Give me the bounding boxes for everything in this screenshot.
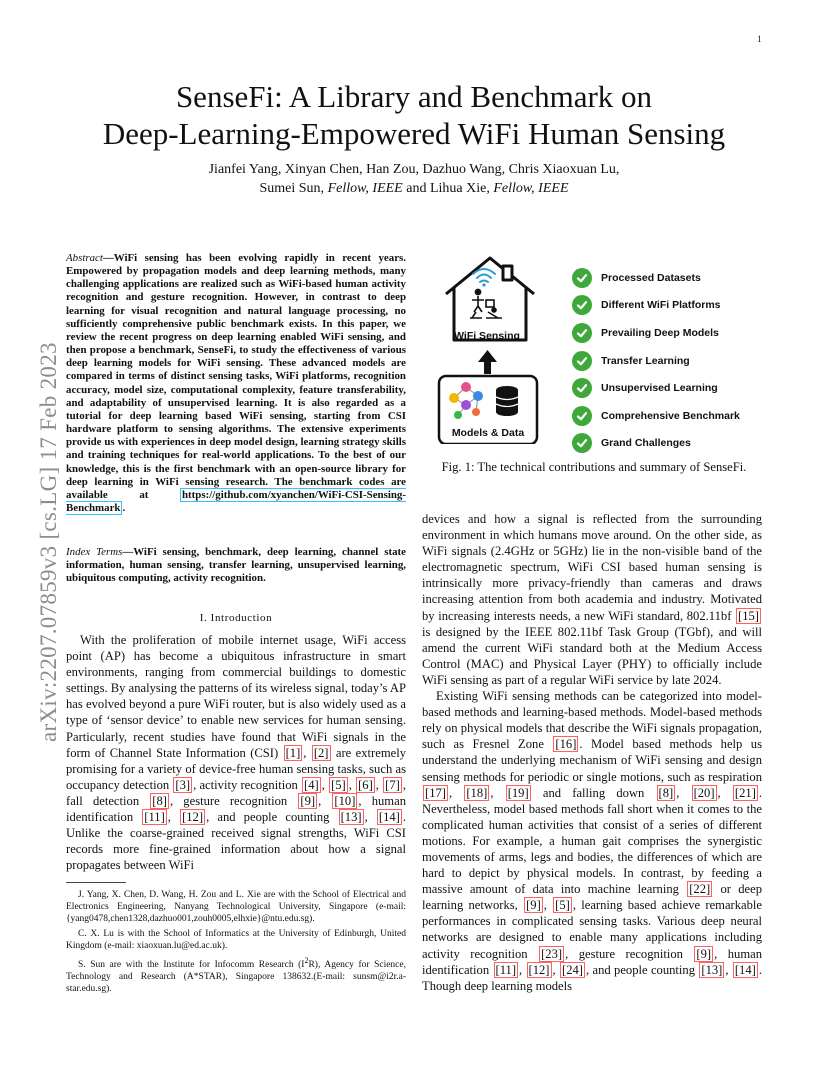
contribution-item [572, 264, 740, 292]
text-span: , [318, 793, 332, 808]
models-data-label: Models & Data [451, 427, 525, 439]
title-line-2: Deep-Learning-Empowered WiFi Human Sensing [102, 116, 726, 151]
text-span: are extremely promising for a variety of device-free human sensing tasks, such as occupancy detection [66, 745, 406, 792]
check-icon [572, 351, 592, 371]
contribution-label: Transfer Learning [601, 354, 690, 367]
citation-link[interactable]: [18] [466, 785, 488, 800]
text-span: , [375, 777, 383, 792]
abstract-text: —WiFi sensing has been evolving rapidly in recent years. Empowered by propagation models and deep learning methods, many challenging applications are realized such as WiFi-based human activity recognition and gesture recognition. However, in contrast to deep learning for visual recognition and natural language processing, no sufficiently comprehensive public benchmark exists. In this paper, we review the recent progress on deep learning enabled WiFi sensing, and then propose a benchmark, SenseFi, to study the effectiveness of various deep learning models for WiFi sensing. These advanced models are compared in terms of distinct sensing tasks, WiFi platforms, recognition accuracy, model size, computational complexity, feature transferability, and adaptability of unsupervised learning. It is also regarded as a tutorial for deep learning based WiFi sensing, starting from CSI hardware platform to sensing algorithms. The extensive experiments provide us with experiences in deep model design, learning strategy skills and training techniques for real-world applications. To the best of our knowledge, this is the first benchmark with an open-source library for deep learning in WiFi sensing research. The benchmark codes are available at [66, 252, 406, 501]
author-names-b: and Lihua Xie, [402, 181, 494, 196]
citation-link[interactable]: [21] [734, 785, 756, 800]
text-span: . Model based methods help us understand the underlying mechanism of WiFi sensing and design sensing methods for periodic or single motions, such as respiration [422, 737, 762, 784]
contribution-label: Processed Datasets [601, 271, 701, 284]
text-span: , [717, 785, 732, 800]
figure-1 [432, 252, 762, 452]
citation-link[interactable]: [12] [182, 810, 204, 825]
superscript: 2 [304, 956, 309, 965]
paper-title [60, 78, 768, 152]
check-icon [572, 268, 592, 288]
contribution-item [572, 319, 740, 347]
citation-link[interactable]: [23] [541, 946, 563, 961]
citation-link[interactable]: [10] [334, 793, 356, 808]
intro-paragraph-continued [422, 511, 762, 688]
text-span: , [543, 898, 553, 913]
contribution-label: Comprehensive Benchmark [601, 409, 740, 422]
index-terms-label: Index Terms [66, 546, 123, 558]
text-span: Existing WiFi sensing methods can be categorized into model-based methods and learning-based methods. Model-based methods rely on physical models that describe the WiFi signals propagation, such as Fresnel Zone [422, 689, 762, 752]
citation-link[interactable]: [15] [738, 608, 759, 623]
citation-link[interactable]: [8] [152, 793, 167, 808]
benchmark-code-link[interactable]: https://github.com/xyanchen/WiFi-CSI-Sensing-Benchmark [66, 488, 406, 514]
citation-link[interactable]: [1] [285, 745, 301, 760]
text-span: , fall detection [66, 777, 406, 808]
text-span: , gesture recognition [169, 793, 298, 808]
text-span: . Nevertheless, model based methods fall short when it comes to the complicated human activities that consist of a series of different motions. For example, a human gait comprises the synergistic movements of arms, legs and bodies, the differences of which are hard to depict by physical models. In contrast, by feeding a massive amount of data into machine learning [422, 785, 763, 897]
citation-link[interactable]: [14] [734, 962, 756, 977]
contribution-label: Unsupervised Learning [601, 382, 718, 395]
up-arrow-icon [478, 350, 497, 374]
arxiv-stamp[interactable]: arXiv:2207.07859v3 [cs.LG] 17 Feb 2023 [36, 342, 61, 742]
citation-link[interactable]: [9] [300, 793, 316, 808]
check-icon [572, 406, 592, 426]
intro-paragraph-1 [66, 632, 406, 873]
page-number: 1 [757, 34, 762, 44]
text-span: , [321, 777, 329, 792]
text-span: , [167, 810, 180, 825]
abstract-end: . [122, 501, 126, 514]
text-span: , human identification [66, 793, 406, 825]
contribution-item [572, 402, 740, 430]
citation-link[interactable]: [17] [425, 785, 446, 800]
text-span: S. Sun are with the Institute for Infocomm Research (I [78, 960, 305, 971]
text-span: , [725, 962, 732, 977]
citation-link[interactable]: [4] [304, 777, 319, 792]
footnote-affiliation-i2r [66, 955, 406, 995]
abstract [66, 252, 406, 515]
contribution-item [572, 374, 740, 402]
text-span: . Though deep learning models [422, 962, 762, 993]
authors-line-1: Jianfei Yang, Xinyan Chen, Han Zou, Dazhuo Wang, Chris Xiaoxuan Lu, [208, 162, 620, 177]
footnote-affiliation-ntu: J. Yang, X. Chen, D. Wang, H. Zou and L. Xie are with the School of Electrical and Electronics Engineering, Nanyang Technological University, Singapore (e-mail: {yang0478,chen1328,dazhuo001,zouh0005,elhxie}@ntu.edu.sg). [66, 890, 406, 924]
wifi-sensing-label: WiFi Sensing [454, 330, 520, 342]
text-span: . Unlike the coarse-grained received signal strengths, WiFi CSI records more fine-grained information about how a signal propagates between WiFi [66, 810, 407, 873]
citation-link[interactable]: [12] [528, 962, 550, 977]
database-icon [496, 386, 518, 416]
citation-link[interactable]: [9] [696, 946, 712, 961]
citation-link[interactable]: [22] [689, 882, 711, 897]
authors-line-2 [120, 179, 708, 198]
text-span: , and people counting [206, 810, 338, 825]
citation-link[interactable]: [16] [555, 737, 577, 752]
citation-link[interactable]: [19] [507, 785, 529, 800]
text-span: , [348, 777, 356, 792]
text-span: , [519, 962, 526, 977]
figure-diagram [432, 252, 562, 444]
author-fellow-b: Fellow, IEEE [493, 181, 569, 196]
citation-link[interactable]: [2] [313, 745, 329, 760]
text-span: , learning based achieve remarkable performances in complicated sensing tasks. Various deep neural networks are designed to enable many applications including activity recognition [422, 898, 763, 961]
check-icon [572, 323, 592, 343]
text-span: R), Agency for Science, Technology and Research (A*STAR), Singapore 138632.(E-mail: sunsm@i2r.a-star.edu.sg). [66, 960, 406, 995]
index-terms [66, 546, 406, 585]
author-names-a: Sumei Sun, [259, 181, 328, 196]
index-terms-text: —WiFi sensing, benchmark, deep learning, channel state information, human sensing, transfer learning, unsupervised learning, ubiquitous computing, activity recognition. [66, 546, 406, 585]
intro-column-1 [66, 632, 406, 873]
contribution-label: Grand Challenges [601, 437, 691, 450]
footnote-separator [66, 882, 126, 883]
text-span: , and people counting [585, 962, 699, 977]
intro-paragraph-2 [422, 688, 762, 994]
text-span: , gesture recognition [565, 946, 694, 961]
citation-link[interactable]: [7] [385, 777, 400, 792]
text-span: , [303, 745, 311, 760]
figure-caption: Fig. 1: The technical contributions and summary of SenseFi. [441, 460, 747, 474]
citation-link[interactable]: [14] [378, 810, 400, 825]
author-list [120, 160, 708, 198]
contribution-label: Prevailing Deep Models [601, 326, 719, 339]
person-icon [470, 289, 502, 318]
contribution-item [572, 430, 740, 458]
citation-link[interactable]: [13] [701, 962, 723, 977]
citation-link[interactable]: [8] [658, 785, 674, 800]
wifi-dot [482, 283, 485, 286]
citation-link[interactable]: [24] [562, 962, 583, 977]
footnotes [66, 889, 406, 998]
citation-link[interactable]: [11] [144, 810, 165, 825]
footnote-affiliation-edinburgh: C. X. Lu is with the School of Informatics at the University of Edinburgh, United Kingdom (e-mail: xiaoxuan.lu@ed.ac.uk). [66, 929, 406, 951]
text-span: With the proliferation of mobile internet usage, WiFi access point (AP) has become a ubiquitous infrastructure in smart environments, ranging from commercial buildings to domestic settings. By analysing the patterns of its wireless signal, today’s AP has evolved beyond a pure WiFi router, but is also widely used as a type of ‘sensor device’ to enable new services for human sensing. Particularly, recent studies have found that WiFi signals in the form of Channel State Information (CSI) [66, 633, 406, 760]
citation-link[interactable]: [5] [331, 777, 346, 792]
citation-link[interactable]: [9] [526, 898, 541, 913]
check-icon [572, 378, 592, 398]
text-span: , [364, 810, 376, 825]
text-span: , human identification [422, 946, 763, 977]
text-span: devices and how a signal is reflected from the surrounding environment in which humans move around. On the other side, as WiFi signals (2.4GHz or 5GHz) lie in the non-visible band of the electromagnetic spectrum, WiFi CSI based human sensing is intrinsically more privacy-friendly than cameras and draws increasing attention from both academia and industry. Motivated by increasing interests needs, a new WiFi standard, 802.11bf [422, 512, 762, 623]
title-line-1: SenseFi: A Library and Benchmark on [175, 79, 653, 114]
text-span: is designed by the IEEE 802.11bf Task Group (TGbf), and will amend the current WiFi standard both at the Medium Access Control (MAC) and Physical Layer (PHY) to officially include WiFi sensing as part of a regular WiFi service by late 2024. [422, 624, 762, 687]
abstract-label: Abstract [66, 252, 103, 264]
citation-link[interactable]: [5] [555, 898, 570, 913]
contribution-item [572, 347, 740, 375]
text-span: and falling down [531, 785, 656, 800]
citation-link[interactable]: [11] [495, 962, 517, 977]
text-span: , [448, 785, 464, 800]
citation-link[interactable]: [20] [693, 785, 715, 800]
section-heading: I. Introduction [199, 612, 273, 624]
text-span: , [676, 785, 691, 800]
citation-link[interactable]: [13] [340, 810, 362, 825]
citation-link[interactable]: [6] [358, 777, 373, 792]
check-icon [572, 295, 592, 315]
citation-link[interactable]: [3] [175, 777, 191, 792]
text-span: , activity recognition [193, 777, 302, 792]
check-icon [572, 433, 592, 453]
text-span: , [552, 962, 559, 977]
contribution-item [572, 292, 740, 320]
contribution-label: Different WiFi Platforms [601, 299, 721, 312]
wifi-icon [473, 269, 495, 282]
author-fellow-a: Fellow, IEEE [327, 181, 403, 196]
text-span: , [490, 785, 505, 800]
intro-column-2 [422, 511, 762, 994]
contribution-list [572, 264, 740, 457]
text-span: or deep learning networks, [422, 882, 762, 913]
network-icon [449, 382, 483, 419]
